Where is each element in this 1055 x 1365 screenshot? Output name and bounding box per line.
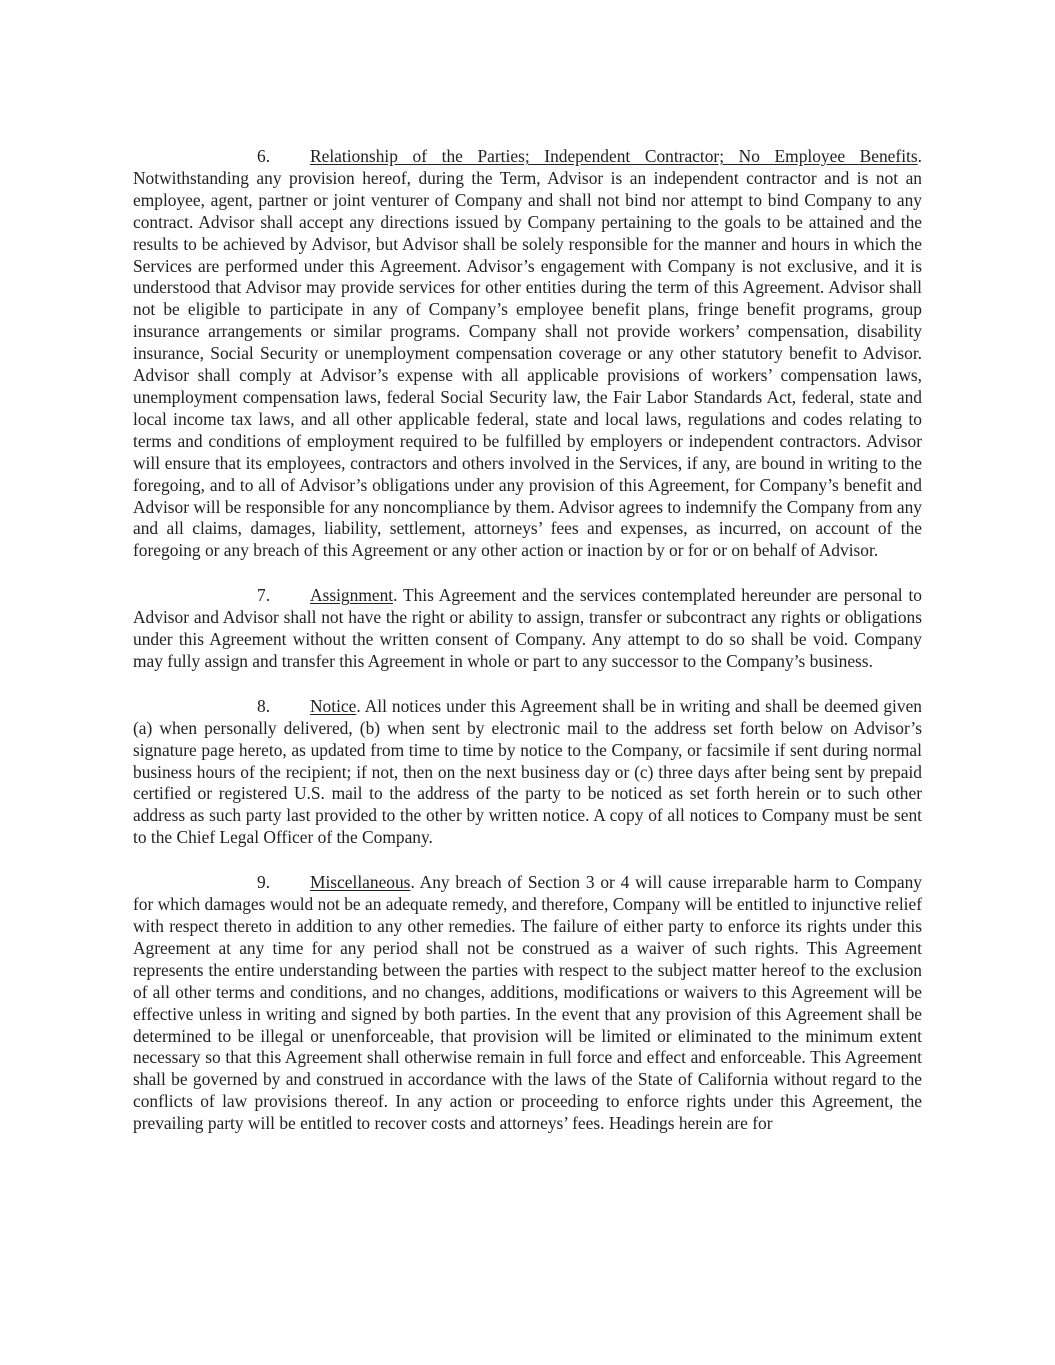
section-9 [133,872,922,1135]
section-body: . All notices under this Agreement shall be in writing and shall be deemed given (a) when personally delivered, (b) when sent by electronic mail to the address set forth below on Advisor’s signature page hereto, as updated from time to time by notice to the Company, or facsimile if sent during normal business hours of the recipient; if not, then on the next business day or (c) three days after being sent by prepaid certified or registered U.S. mail to the address of the party to be noticed as set forth herein or to such other address as such party last provided to the other by written notice. A copy of all notices to Company must be sent to the Chief Legal Officer of the Company. [133,695,922,848]
section-heading: Notice [310,695,357,716]
section-heading: Miscellaneous [310,872,411,893]
section-number: 9. [257,872,271,893]
section-heading: Relationship of the Parties; Independent Contractor; No Employee Benefits [310,146,918,166]
section-number: 7. [257,585,271,606]
section-body: . Notwithstanding any provision hereof, during the Term, Advisor is an independent contractor and is not an employee, agent, partner or joint venturer of Company and shall not bind nor attempt to bind Company to any contract. Advisor shall accept any directions issued by Company pertaining to the goals to be attained and the results to be achieved by Advisor, but Advisor shall be solely responsible for the manner and hours in which the Services are performed under this Agreement. Advisor’s engagement with Company is not exclusive, and it is understood that Advisor may provide services for other entities during the term of this Agreement. Advisor shall not be eligible to participate in any of Company’s employee benefit plans, fringe benefit programs, group insurance arrangements or similar programs. Company shall not provide workers’ compensation, disability insurance, Social Security or unemployment compensation coverage or any other statutory benefit to Advisor. Advisor shall comply at Advisor’s expense with all applicable provisions of workers’ compensation laws, unemployment compensation laws, federal Social Security law, the Fair Labor Standards Act, federal, state and local income tax laws, and all other applicable federal, state and local laws, regulations and codes relating to terms and conditions of employment required to be fulfilled by employers or independent contractors. Advisor will ensure that its employees, contractors and others involved in the Services, if any, are bound in writing to the foregoing, and to all of Advisor’s obligations under any provision of this Agreement, for Company’s benefit and Advisor will be responsible for any noncompliance by them. Advisor agrees to indemnify the Company from any and all claims, damages, liability, settlement, attorneys’ fees and expenses, as incurred, on account of the foregoing or any breach of this Agreement or any other action or inaction by or for or on behalf of Advisor. [133,146,922,561]
section-7 [133,585,922,673]
section-number: 6. [257,146,271,166]
section-heading: Assignment [310,585,394,606]
section-body: . Any breach of Section 3 or 4 will cause irreparable harm to Company for which damages would not be an adequate remedy, and therefore, Company will be entitled to injunctive relief with respect thereto in addition to any other remedies. The failure of either party to enforce its rights under this Agreement at any time for any period shall not be construed as a waiver of such rights. This Agreement represents the entire understanding between the parties with respect to the subject matter hereof to the exclusion of all other terms and conditions, and no changes, additions, modifications or waivers to this Agreement will be effective unless in writing and signed by both parties. In the event that any provision of this Agreement shall be determined to be illegal or unenforceable, that provision will be limited or eliminated to the minimum extent necessary so that this Agreement shall otherwise remain in full force and effect and enforceable. This Agreement shall be governed by and construed in accordance with the laws of the State of California without regard to the conflicts of law provisions thereof. In any action or proceeding to enforce rights under this Agreement, the prevailing party will be entitled to recover costs and attorneys’ fees. Headings herein are for [133,872,922,1134]
section-number: 8. [257,695,271,716]
section-8 [133,696,922,849]
section-body: . This Agreement and the services contemplated hereunder are personal to Advisor and Advisor shall not have the right or ability to assign, transfer or subcontract any rights or obligations under this Agreement without the written consent of Company. Any attempt to do so shall be void. Company may fully assign and transfer this Agreement in whole or part to any successor to the Company’s business. [133,585,922,671]
section-6 [133,146,922,562]
document-page [133,146,922,1158]
